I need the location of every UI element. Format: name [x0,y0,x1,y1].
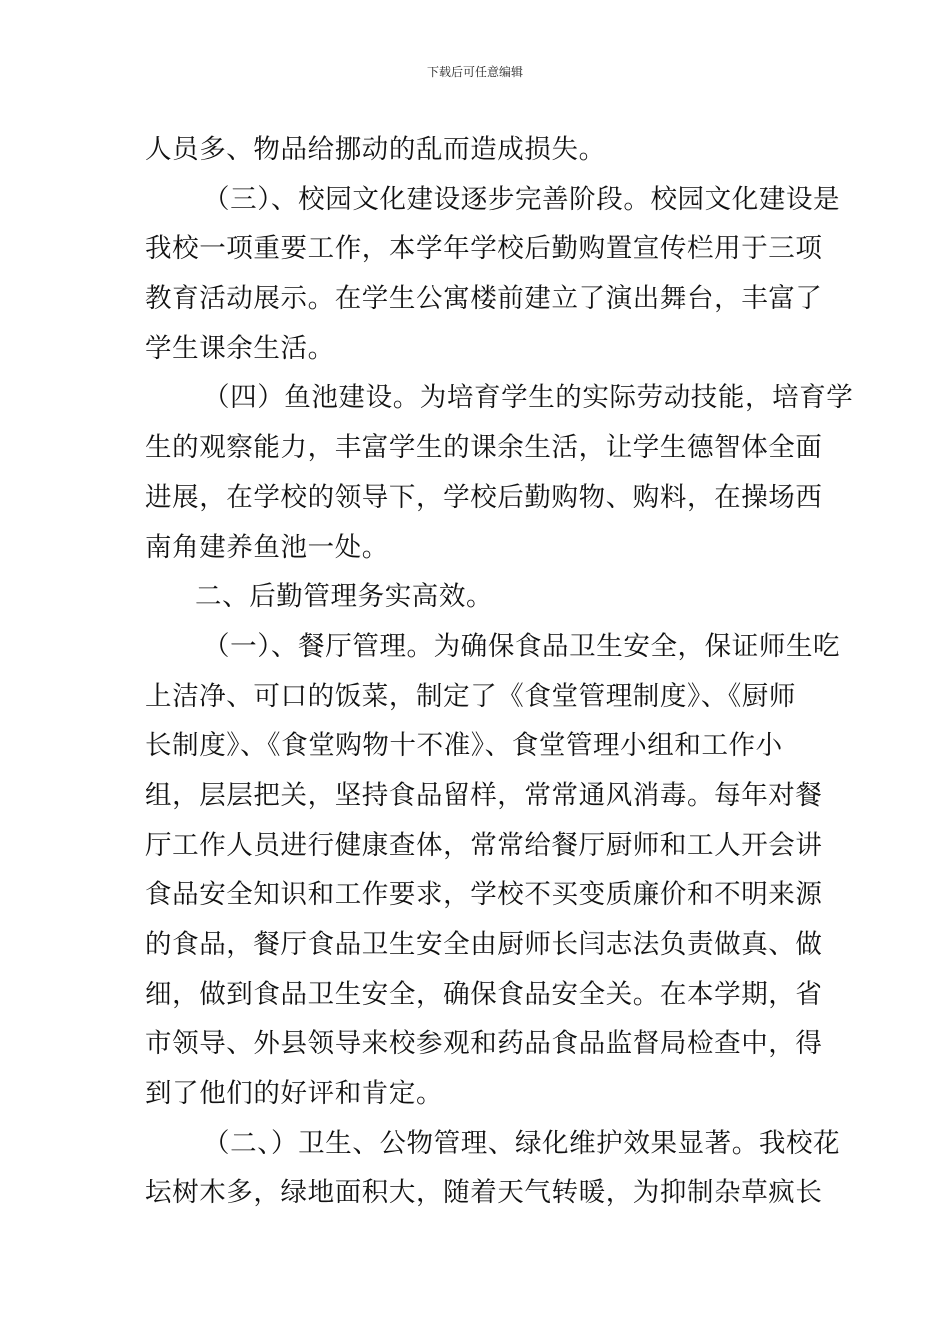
text-line: 长制度》、《食堂购物十不准》、食堂管理小组和工作小 [145,730,783,762]
text-line: 食品安全知识和工作要求，学校不买变质廉价和不明来源 [145,879,823,911]
text-line: 到了他们的好评和肯定。 [145,1078,444,1110]
text-line: 南角建养鱼池一处。 [145,531,389,563]
text-line: 厅工作人员进行健康查体，常常给餐厅厨师和工人开会讲 [145,829,823,861]
document-body [145,125,854,1218]
page-header: 下载后可任意编辑 [426,65,523,79]
section-heading: 二、后勤管理务实高效。 [195,581,494,613]
text-line: 上洁净、可口的饭菜，制定了《食堂管理制度》、《厨师 [145,680,796,712]
text-line: （二、）卫生、公物管理、绿化维护效果显著。我校花 [203,1127,841,1159]
text-line: 细，做到食品卫生安全，确保食品安全关。在本学期，省 [145,978,823,1010]
text-line: 我校一项重要工作，本学年学校后勤购置宣传栏用于三项 [145,233,823,265]
text-line: 教育活动展示。在学生公寓楼前建立了演出舞台，丰富了 [145,283,823,315]
text-line: （四）鱼池建设。为培育学生的实际劳动技能，培育学 [203,382,854,414]
text-line: 生的观察能力，丰富学生的课余生活，让学生德智体全面 [145,432,823,464]
text-line: （一）、餐厅管理。为确保食品卫生安全，保证师生吃 [203,630,841,662]
text-line: 市领导、外县领导来校参观和药品食品监督局检查中，得 [145,1028,823,1060]
text-line: 组，层层把关，坚持食品留样，常常通风消毒。每年对餐 [145,779,823,811]
text-line: 学生课余生活。 [145,332,335,364]
text-line: 进展，在学校的领导下，学校后勤购物、购料，在操场西 [145,481,823,513]
text-line: 坛树木多，绿地面积大，随着天气转暖，为抑制杂草疯长 [145,1177,823,1209]
text-line: 的食品，餐厅食品卫生安全由厨师长闫志法负责做真、做 [145,929,823,960]
text-line: （三）、校园文化建设逐步完善阶段。校园文化建设是 [203,183,841,215]
text-line: 人员多、物品给挪动的乱而造成损失。 [145,134,606,165]
